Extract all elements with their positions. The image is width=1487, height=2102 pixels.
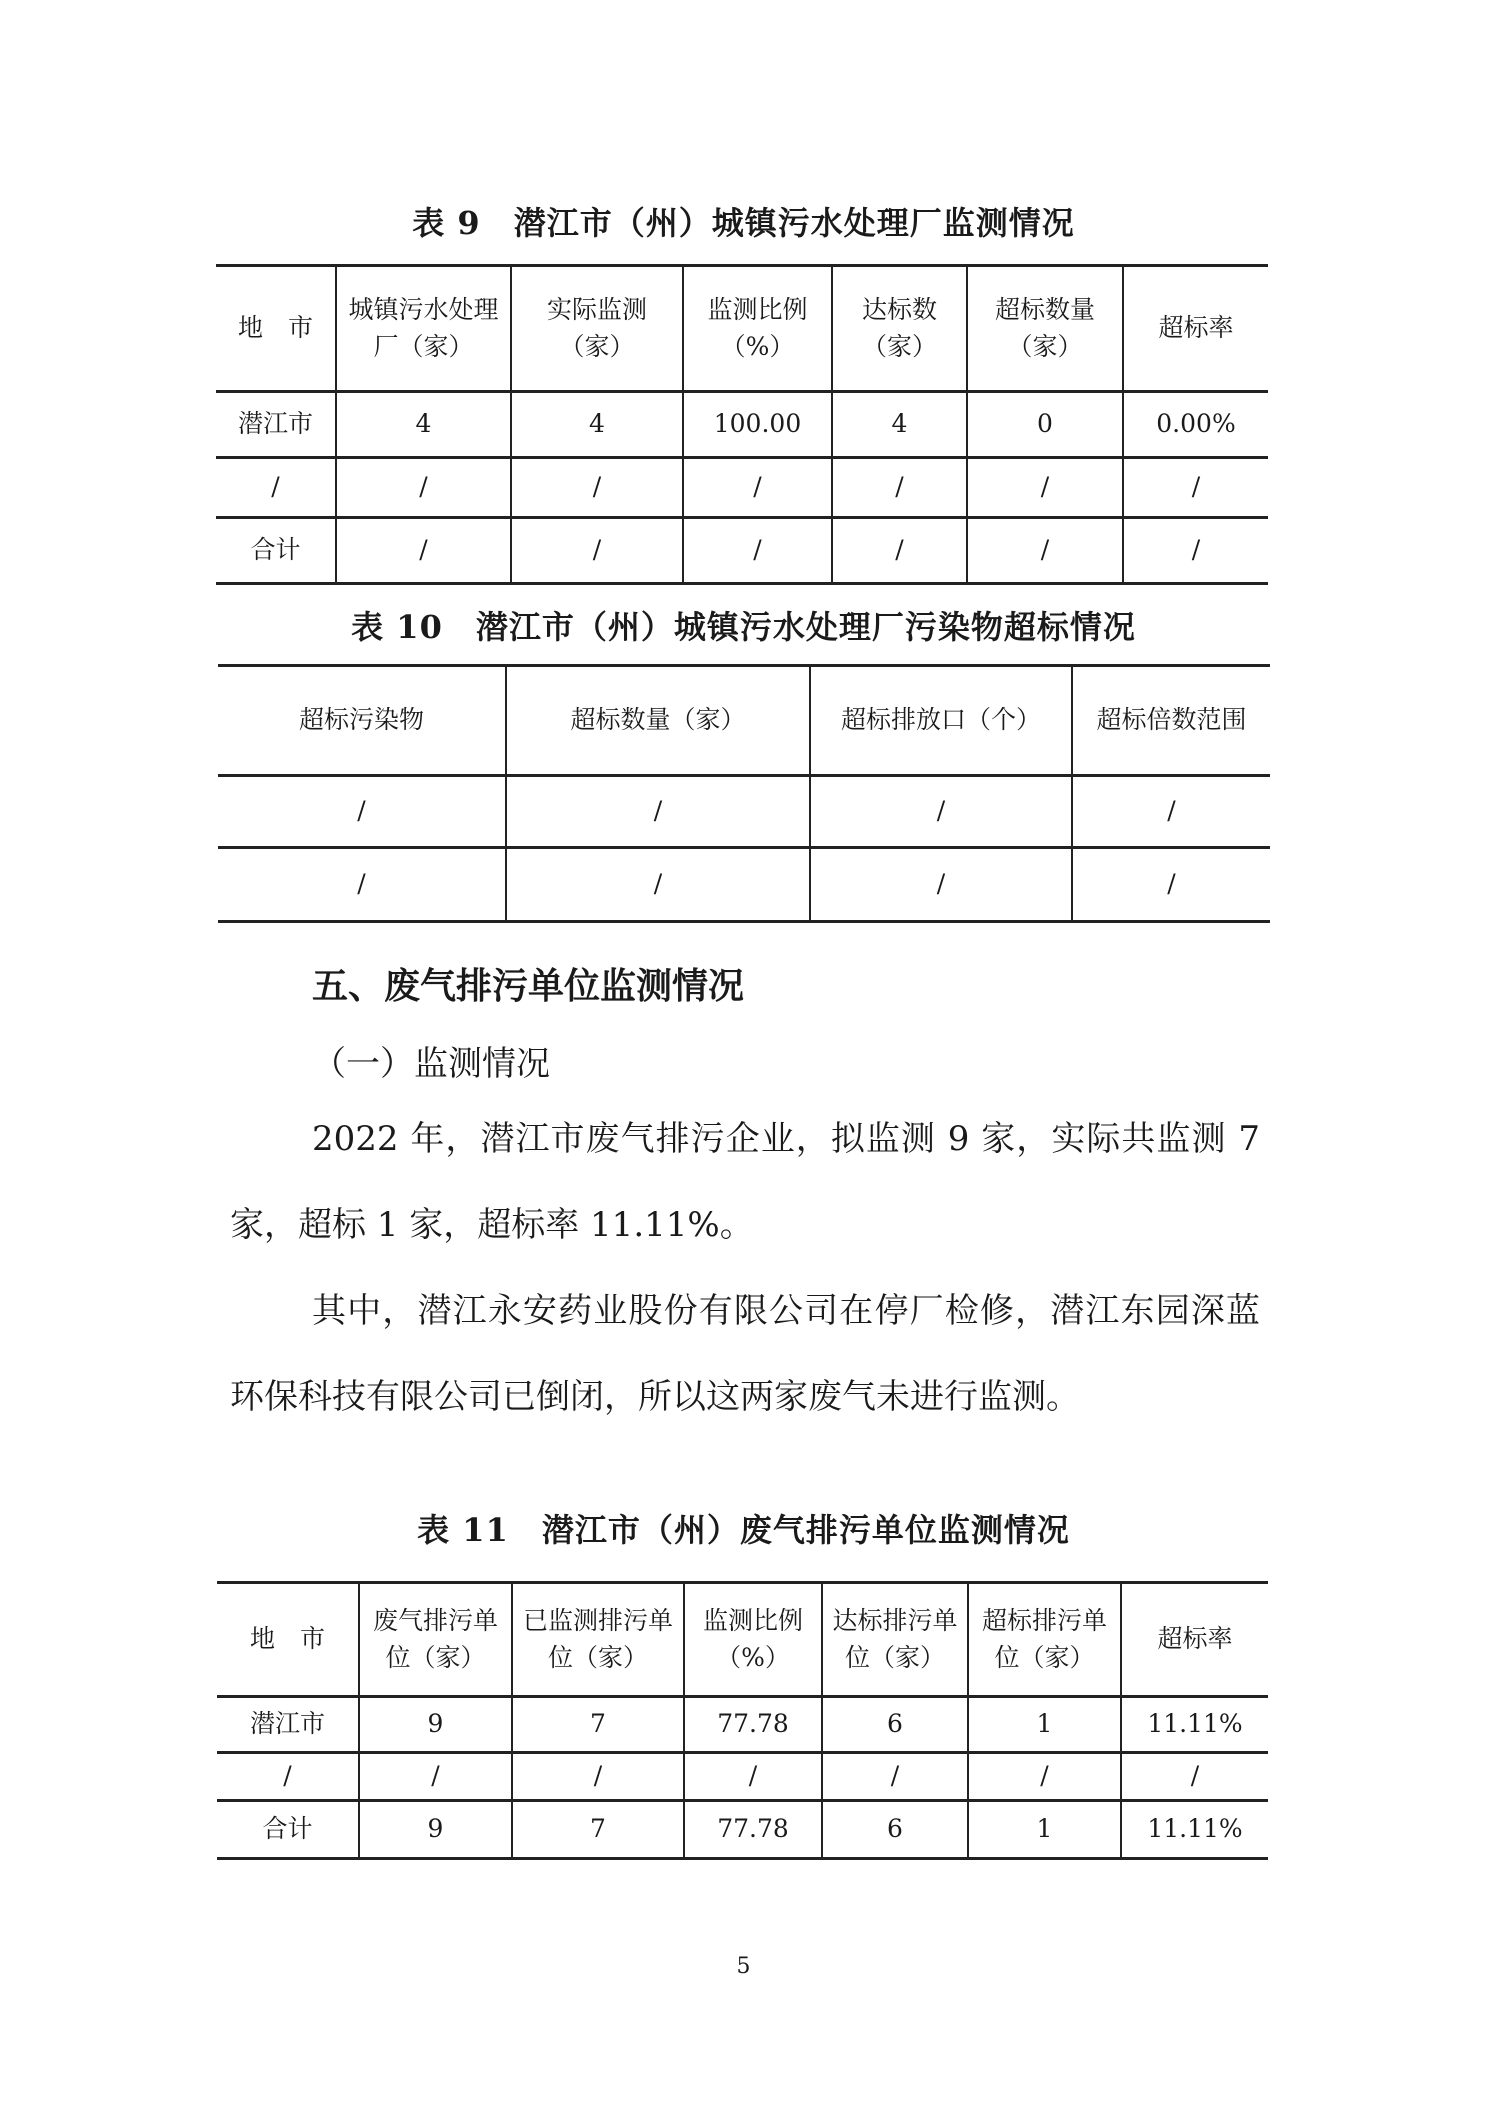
table9-cell: / bbox=[967, 518, 1123, 584]
paragraph: 其中，潜江永安药业股份有限公司在停厂检修，潜江东园深蓝环保科技有限公司已倒闭，所以这两家废气未进行监测。 bbox=[230, 1291, 1260, 1417]
table9-cell: / bbox=[1123, 518, 1268, 584]
paragraph: 2022 年，潜江市废气排污企业，拟监测 9 家，实际共监测 7 家，超标 1 家，超标率 11.11%。 bbox=[230, 1119, 1260, 1245]
table10-header-row bbox=[218, 666, 1270, 776]
table9-header: 监测比例（%） bbox=[683, 266, 832, 392]
table10-cell: / bbox=[218, 776, 506, 848]
table-row bbox=[217, 1697, 1268, 1753]
table11-cell: 1 bbox=[968, 1801, 1121, 1859]
table11-cell: 9 bbox=[359, 1697, 512, 1753]
table9-cell: / bbox=[1123, 458, 1268, 518]
table11-cell: 合计 bbox=[217, 1801, 359, 1859]
table11-cell: / bbox=[512, 1753, 684, 1801]
table11-cell: 1 bbox=[968, 1697, 1121, 1753]
table-row bbox=[218, 848, 1270, 922]
section-subheading: （一）监测情况 bbox=[312, 1044, 550, 1084]
table10-cell: / bbox=[1072, 848, 1270, 922]
table11-cell: 6 bbox=[822, 1697, 968, 1753]
table9-header-row bbox=[216, 266, 1268, 392]
table9-header: 超标数量（家） bbox=[967, 266, 1123, 392]
table11-cell: / bbox=[968, 1753, 1121, 1801]
table11-cell: / bbox=[1121, 1753, 1268, 1801]
table9-caption: 表 9 潜江市（州）城镇污水处理厂监测情况 bbox=[412, 204, 1075, 242]
table10-caption: 表 10 潜江市（州）城镇污水处理厂污染物超标情况 bbox=[351, 608, 1136, 646]
table11-header: 达标排污单位（家） bbox=[822, 1583, 968, 1697]
table-row bbox=[218, 776, 1270, 848]
table9-header: 实际监测（家） bbox=[511, 266, 683, 392]
table11-header: 监测比例（%） bbox=[684, 1583, 822, 1697]
table11-cell: 11.11% bbox=[1121, 1801, 1268, 1859]
table9-cell: 4 bbox=[511, 392, 683, 458]
table9-header: 超标率 bbox=[1123, 266, 1268, 392]
table9-header: 城镇污水处理厂（家） bbox=[336, 266, 511, 392]
table9-header: 达标数（家） bbox=[832, 266, 967, 392]
table10-cell: / bbox=[506, 776, 810, 848]
table11-cell: 7 bbox=[512, 1697, 684, 1753]
table9 bbox=[216, 264, 1268, 585]
table10 bbox=[218, 664, 1270, 923]
table11-header: 废气排污单位（家） bbox=[359, 1583, 512, 1697]
table11-header: 已监测排污单位（家） bbox=[512, 1583, 684, 1697]
table11-header: 超标排污单位（家） bbox=[968, 1583, 1121, 1697]
table9-cell: 100.00 bbox=[683, 392, 832, 458]
table9-cell: / bbox=[832, 518, 967, 584]
table11-cell: 77.78 bbox=[684, 1697, 822, 1753]
table11-caption: 表 11 潜江市（州）废气排污单位监测情况 bbox=[417, 1511, 1070, 1549]
table11-header: 超标率 bbox=[1121, 1583, 1268, 1697]
table9-cell: / bbox=[336, 458, 511, 518]
table-row bbox=[216, 392, 1268, 458]
table11-cell: 7 bbox=[512, 1801, 684, 1859]
table9-cell: / bbox=[832, 458, 967, 518]
table10-header: 超标排放口（个） bbox=[810, 666, 1072, 776]
table9-cell: / bbox=[511, 458, 683, 518]
table11-cell: / bbox=[822, 1753, 968, 1801]
table11 bbox=[217, 1581, 1268, 1860]
table11-cell: / bbox=[684, 1753, 822, 1801]
table10-cell: / bbox=[506, 848, 810, 922]
table11-header-row bbox=[217, 1583, 1268, 1697]
table10-header: 超标倍数范围 bbox=[1072, 666, 1270, 776]
table-row bbox=[216, 458, 1268, 518]
table9-cell: / bbox=[216, 458, 336, 518]
table-row bbox=[217, 1753, 1268, 1801]
table9-cell: / bbox=[967, 458, 1123, 518]
table10-cell: / bbox=[1072, 776, 1270, 848]
table11-cell: / bbox=[217, 1753, 359, 1801]
table9-cell: 0 bbox=[967, 392, 1123, 458]
table9-cell: 合计 bbox=[216, 518, 336, 584]
table9-cell: / bbox=[511, 518, 683, 584]
table11-cell: 77.78 bbox=[684, 1801, 822, 1859]
table9-cell: / bbox=[336, 518, 511, 584]
table10-header: 超标污染物 bbox=[218, 666, 506, 776]
table9-cell: / bbox=[683, 458, 832, 518]
table10-cell: / bbox=[810, 776, 1072, 848]
table10-header: 超标数量（家） bbox=[506, 666, 810, 776]
table9-cell: 潜江市 bbox=[216, 392, 336, 458]
table11-cell: 11.11% bbox=[1121, 1697, 1268, 1753]
table11-cell: 9 bbox=[359, 1801, 512, 1859]
section-heading: 五、废气排污单位监测情况 bbox=[312, 966, 745, 1007]
table11-cell: 6 bbox=[822, 1801, 968, 1859]
table11-header: 地 市 bbox=[217, 1583, 359, 1697]
table9-cell: 4 bbox=[336, 392, 511, 458]
table9-header: 地 市 bbox=[216, 266, 336, 392]
table9-cell: / bbox=[683, 518, 832, 584]
table11-cell: / bbox=[359, 1753, 512, 1801]
page-number: 5 bbox=[736, 1954, 751, 1979]
table-row bbox=[216, 518, 1268, 584]
table10-cell: / bbox=[810, 848, 1072, 922]
table9-cell: 4 bbox=[832, 392, 967, 458]
table11-cell: 潜江市 bbox=[217, 1697, 359, 1753]
table-row bbox=[217, 1801, 1268, 1859]
table9-cell: 0.00% bbox=[1123, 392, 1268, 458]
table10-cell: / bbox=[218, 848, 506, 922]
